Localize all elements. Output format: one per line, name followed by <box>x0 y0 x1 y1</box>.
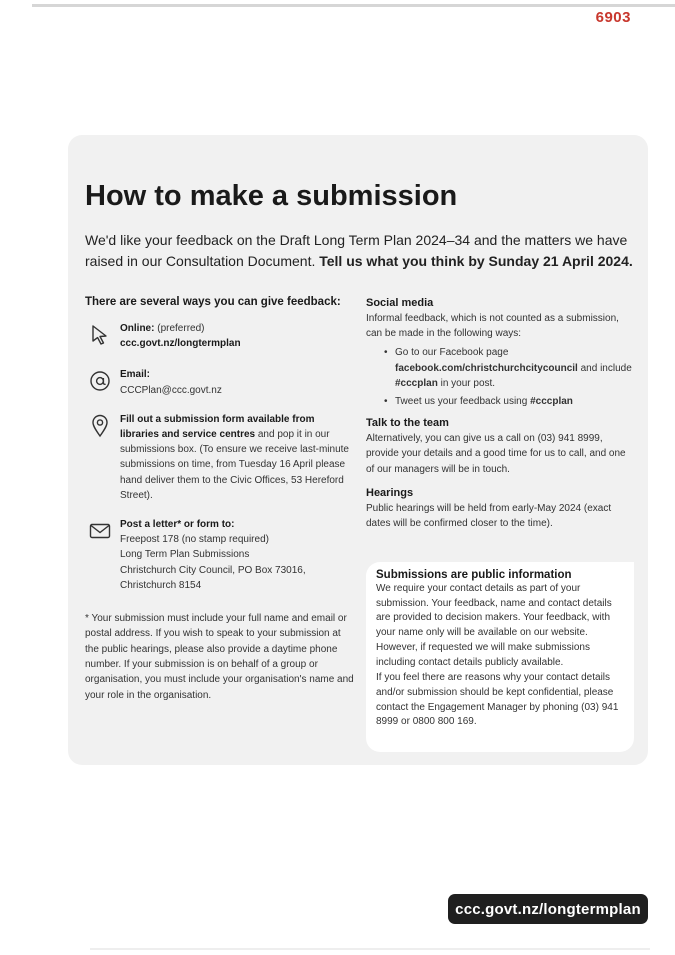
cursor-icon <box>88 323 112 347</box>
twitter-bullet-text: Tweet us your feedback using <box>395 396 528 408</box>
public-info-para1: We require your contact details as part of your submission. Your feedback, name and contact details are provided to decision makers. Your feedback, with your name only will be available on our website. However, if requested we will make submissions including contact details publicly available. <box>376 583 612 668</box>
ways-heading: There are several ways you can give feedback: <box>85 296 341 308</box>
scan-bottom-edge <box>90 948 650 950</box>
hashtag: #cccplan <box>530 396 573 408</box>
hashtag: #cccplan <box>395 377 438 389</box>
scan-top-edge <box>32 4 675 7</box>
social-media-list <box>366 345 636 409</box>
talk-heading: Talk to the team <box>366 417 449 430</box>
online-label: Online: <box>120 323 155 334</box>
at-icon <box>88 369 112 393</box>
envelope-icon <box>88 519 112 543</box>
page-number: 6903 <box>595 9 631 26</box>
post-address-line: Long Term Plan Submissions <box>120 549 250 561</box>
page-title: How to make a submission <box>85 180 458 212</box>
social-media-text: Informal feedback, which is not counted as a submission, can be made in the following ways: <box>366 313 619 340</box>
feedback-methods-column <box>85 296 355 713</box>
form-bold-text: Fill out a submission form available from libraries and service centres <box>120 413 315 441</box>
online-url-link[interactable]: ccc.govt.nz/longtermplan <box>120 338 241 350</box>
form-text: and pop it in our submissions box. (To ensure we receive last-minute submissions on time, from Tuesday 16 April please hand deliver them to the Civic Offices, 53 Hereford Street). <box>120 429 349 501</box>
location-pin-icon <box>88 414 112 438</box>
intro-deadline: Tell us what you think by Sunday 21 April 2024. <box>319 253 633 269</box>
social-media-heading: Social media <box>366 297 434 309</box>
talk-text: Alternatively, you can give us a call on (03) 941 8999, provide your details and a good time for us to call, and one of our managers will be in touch. <box>366 433 626 475</box>
online-note: (preferred) <box>157 323 205 334</box>
social-bullet-facebook <box>384 345 636 391</box>
intro-paragraph <box>85 230 645 272</box>
facebook-bullet-end: in your post. <box>440 377 496 389</box>
email-label: Email: <box>120 369 151 381</box>
facebook-link[interactable]: facebook.com/christchurchcitycouncil <box>395 362 578 374</box>
footer-url-link[interactable]: ccc.govt.nz/longtermplan <box>448 894 648 924</box>
post-address-line: Christchurch City Council, PO Box 73016, <box>120 564 306 576</box>
facebook-bullet-mid: and include <box>580 362 632 374</box>
public-info-para2: If you feel there are reasons why your contact details and/or submission should be kept confidential, please contact the Engagement Manager by phoning (03) 941 8999 or 0800 800 169. <box>376 672 619 728</box>
post-method <box>85 517 355 593</box>
hearings-heading: Hearings <box>366 486 414 499</box>
info-column <box>366 297 636 531</box>
form-method <box>85 412 355 503</box>
public-info-heading: Submissions are public information <box>376 569 572 581</box>
post-label: Post a letter* or form to: <box>120 519 235 531</box>
post-address-line: Christchurch 8154 <box>120 579 202 591</box>
intro-text: We'd like your feedback on the Draft Long Term Plan 2024–34 and the matters we have raised in our Consultation Document. <box>85 232 628 269</box>
hearings-text: Public hearings will be held from early-May 2024 (exact dates will be confirmed closer to the time). <box>366 502 612 530</box>
email-method <box>85 367 355 397</box>
social-bullet-twitter <box>384 394 636 409</box>
online-method <box>85 321 355 351</box>
post-address-line: Freepost 178 (no stamp required) <box>120 534 269 546</box>
facebook-bullet-text: Go to our Facebook page <box>395 347 509 359</box>
submission-footnote: * Your submission must include your full name and email or postal address. If you wish to speak to your submission at the public hearings, please also provide a daytime phone number. If your submission is on behalf of a group or organisation, you must include your organisation's name and your role in the organisation. <box>85 613 354 701</box>
email-address-link[interactable]: CCCPlan@ccc.govt.nz <box>120 384 222 396</box>
public-info-content <box>376 569 626 730</box>
